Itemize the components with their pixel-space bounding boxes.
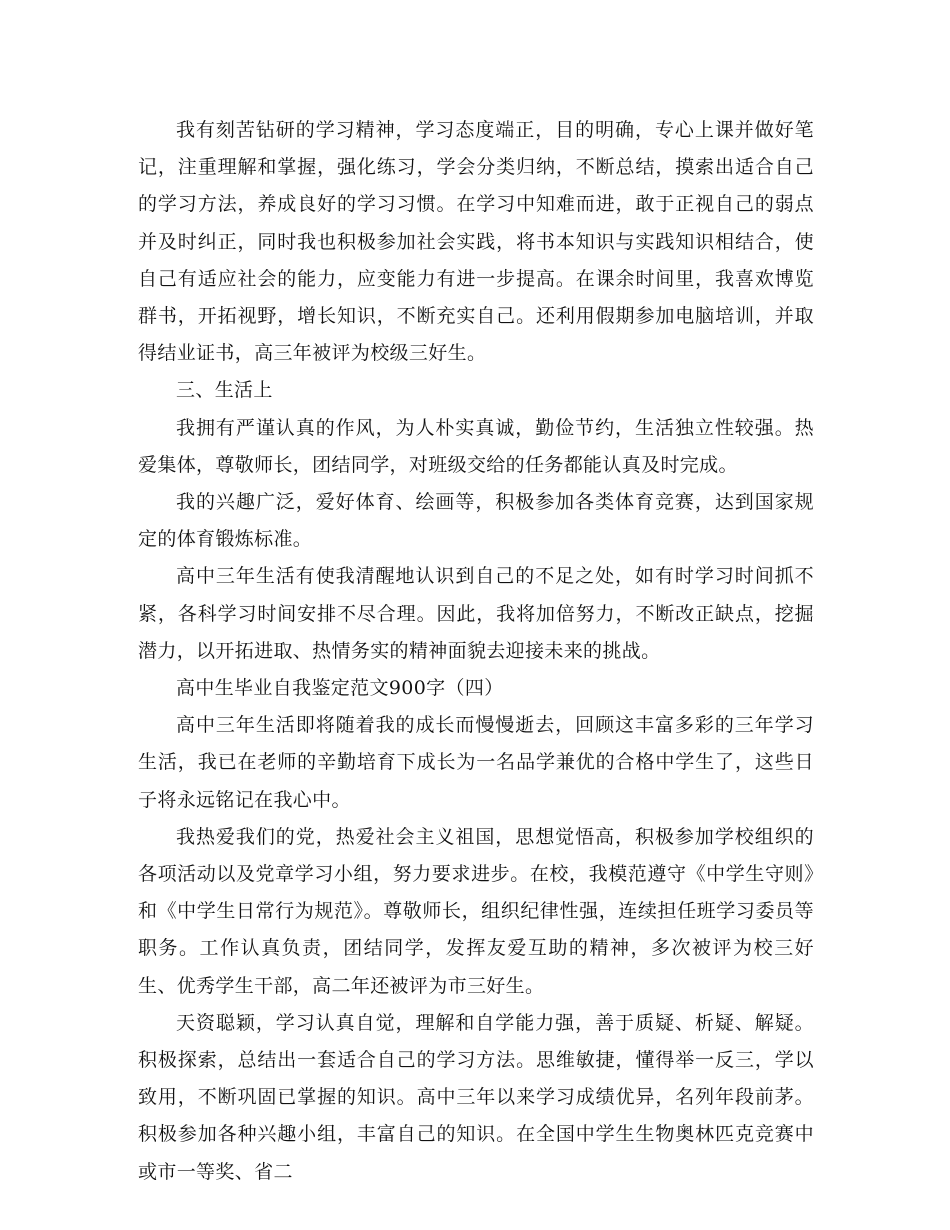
section-heading-life: 三、生活上 [176,379,273,402]
paragraph-study-spirit: 我有刻苦钻研的学习精神，学习态度端正，目的明确，专心上课并做好笔记，注重理解和掌握，强化练习，学会分类归纳，不断总结，摸索出适合自己的学习方法，养成良好的学习习惯。在学习中知难而进，敢于正视自己的弱点并及时纠正，同时我也积极参加社会实践，将书本知识与实践知识相结合，使自己有适应社会的能力，应变能力有进一步提高。在课余时间里，我喜欢博览群书，开拓视野，增长知识，不断充实自己。还利用假期参加电脑培训，并取得结业证书，高三年被评为校级三好生。 [138,119,814,365]
paragraph-work-style: 我拥有严谨认真的作风，为人朴实真诚，勤俭节约，生活独立性较强。热爱集体，尊敬师长，团结同学，对班级交给的任务都能认真及时完成。 [138,416,814,476]
paragraph-political: 我热爱我们的党，热爱社会主义祖国，思想觉悟高，积极参加学校组织的各项活动以及党章学习小组，努力要求进步。在校，我模范遵守《中学生守则》和《中学生日常行为规范》。尊敬师长，组织纪律性强，连续担任班学习委员等职务。工作认真负责，团结同学，发挥友爱互助的精神，多次被评为校三好生、优秀学生干部，高二年还被评为市三好生。 [138,825,814,997]
paragraph-reflection: 高中三年生活即将随着我的成长而慢慢逝去，回顾这丰富多彩的三年学习生活，我已在老师的辛勤培育下成长为一名品学兼优的合格中学生了，这些日子将永远铭记在我心中。 [138,714,814,811]
document-page [138,112,814,1191]
paragraph-interests: 我的兴趣广泛，爱好体育、绘画等，积极参加各类体育竞赛，达到国家规定的体育锻炼标准。 [138,491,814,551]
paragraph-academics: 天资聪颖，学习认真自觉，理解和自学能力强，善于质疑、析疑、解疑。积极探索，总结出一套适合自己的学习方法。思维敏捷，懂得举一反三，学以致用，不断巩固已掌握的知识。高中三年以来学习成绩优异，名列年段前茅。积极参加各种兴趣小组，丰富自己的知识。在全国中学生生物奥林匹克竞赛中或市一等奖、省二 [138,1011,814,1183]
article-title-four: 高中生毕业自我鉴定范文900字（四） [176,677,504,700]
paragraph-shortcomings: 高中三年生活有使我清醒地认识到自己的不足之处，如有时学习时间抓不紧，各科学习时间安排不尽合理。因此，我将加倍努力，不断改正缺点，挖掘潜力，以开拓进取、热情务实的精神面貌去迎接未来的挑战。 [138,565,814,662]
